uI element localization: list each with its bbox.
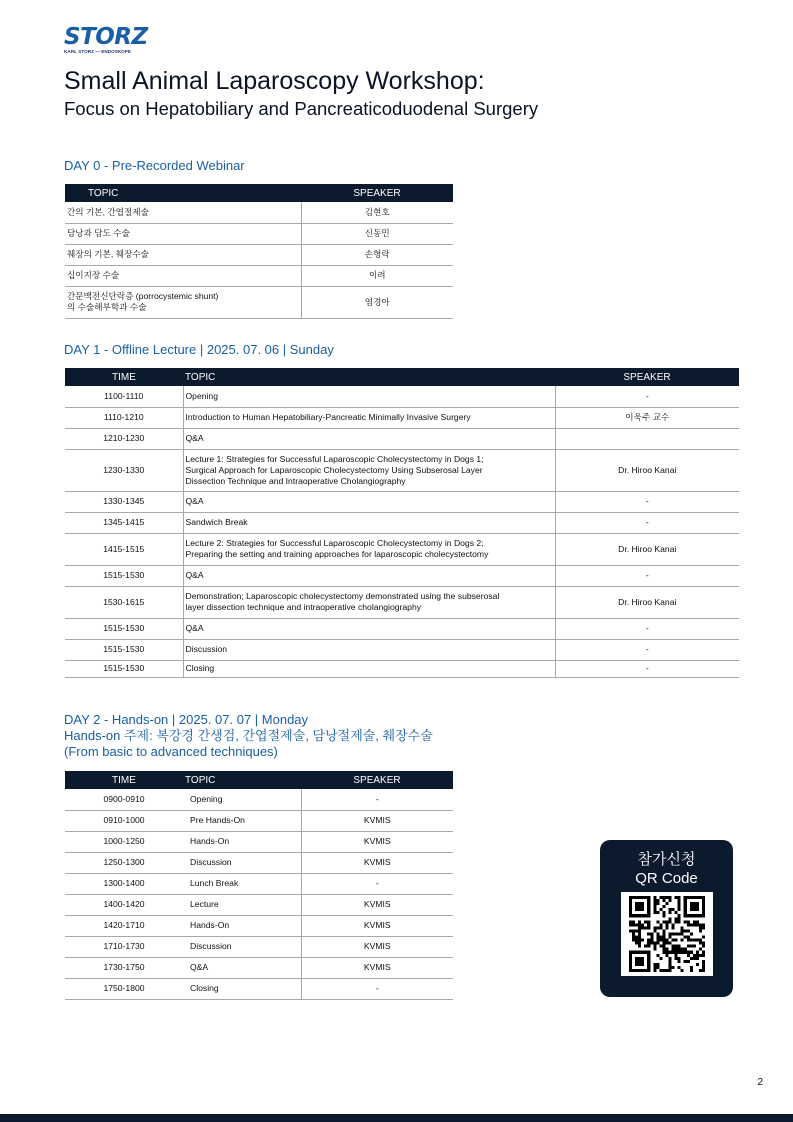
topic-cell <box>183 639 555 660</box>
speaker-cell: KVMIS <box>301 915 453 936</box>
speaker-cell: - <box>301 978 453 999</box>
col-header-topic: TOPIC <box>183 368 555 386</box>
qr-title: 참가신청 <box>637 851 696 868</box>
topic-cell <box>183 512 555 533</box>
speaker-cell: KVMIS <box>301 957 453 978</box>
topic-cell: Closing <box>183 978 301 999</box>
topic-line: Demonstration; Laparoscopic cholecystectomy demonstrated using the subserosal <box>185 591 500 601</box>
table-row <box>65 660 739 677</box>
topic-cell <box>183 386 555 407</box>
footer-bar <box>0 1114 793 1122</box>
topic-cell: Q&A <box>183 957 301 978</box>
table-row <box>65 512 739 533</box>
table-row <box>65 533 739 565</box>
day2-note: (From basic to advanced techniques) <box>64 744 278 759</box>
topic-cell: Opening <box>183 789 301 810</box>
table-row <box>65 407 739 428</box>
table-row <box>65 586 739 618</box>
topic-line: Preparing the setting and training approaches for laparoscopic cholecystectomy <box>185 549 489 559</box>
storz-logo <box>64 24 148 54</box>
time-cell: 1345-1415 <box>65 512 183 533</box>
col-header-speaker: SPEAKER <box>555 368 739 386</box>
time-cell: 1515-1530 <box>65 639 183 660</box>
day2-subheading: Hands-on 주제: 복강경 간생검, 간엽절제술, 담낭절제술, 췌장수술 <box>64 728 433 743</box>
topic-cell <box>183 449 555 491</box>
topic-line: Introduction to Human Hepatobiliary-Pancreatic Minimally Invasive Surgery <box>185 412 471 422</box>
time-cell: 1110-1210 <box>65 407 183 428</box>
topic-line: Surgical Approach for Laparoscopic Cholecystectomy Using Subserosal Layer <box>185 464 483 475</box>
speaker-cell: KVMIS <box>301 936 453 957</box>
speaker-cell: - <box>555 386 739 407</box>
speaker-cell <box>555 428 739 449</box>
page-number: 2 <box>757 1077 763 1088</box>
speaker-cell: - <box>301 789 453 810</box>
topic-cell <box>183 586 555 618</box>
table-row <box>65 223 453 244</box>
topic-line: Lecture 2: Strategies for Successful Laparoscopic Cholecystectomy in Dogs 2; <box>185 538 484 548</box>
table-row <box>65 852 453 873</box>
table-row <box>65 618 739 639</box>
speaker-cell: 이려 <box>301 265 453 286</box>
speaker-cell: - <box>555 565 739 586</box>
topic-cell: Discussion <box>183 936 301 957</box>
topic-line: Q&A <box>185 570 204 580</box>
topic-line: 의 수술해부학과 수술 <box>67 302 147 312</box>
page-subtitle: Focus on Hepatobiliary and Pancreaticoduodenal Surgery <box>64 98 539 119</box>
day1-heading: DAY 1 - Offline Lecture | 2025. 07. 06 | Sunday <box>64 342 334 357</box>
qr-code-icon[interactable] <box>621 892 713 976</box>
time-cell: 1210-1230 <box>65 428 183 449</box>
speaker-cell: 신동민 <box>301 223 453 244</box>
speaker-cell: - <box>555 491 739 512</box>
topic-cell <box>183 491 555 512</box>
time-cell: 1710-1730 <box>65 936 183 957</box>
time-cell: 1515-1530 <box>65 618 183 639</box>
page-title: Small Animal Laparoscopy Workshop: <box>64 67 485 95</box>
table-header-row <box>65 368 739 386</box>
time-cell: 0900-0910 <box>65 789 183 810</box>
speaker-cell: KVMIS <box>301 810 453 831</box>
topic-line: layer dissection technique and intraoperative cholangiography <box>185 602 422 612</box>
time-cell: 0910-1000 <box>65 810 183 831</box>
topic-cell <box>183 407 555 428</box>
col-header-speaker: SPEAKER <box>301 184 453 202</box>
table-row <box>65 386 739 407</box>
speaker-cell: 이욱주 교수 <box>555 407 739 428</box>
logo-wordmark: STORZ <box>64 24 148 50</box>
time-cell: 1420-1710 <box>65 915 183 936</box>
topic-cell <box>183 428 555 449</box>
time-cell: 1515-1530 <box>65 565 183 586</box>
col-header-speaker: SPEAKER <box>301 771 453 789</box>
topic-line: Q&A <box>185 623 204 633</box>
table-row <box>65 244 453 265</box>
topic-line: Lecture 1: Strategies for Successful Laparoscopic Cholecystectomy in Dogs 1; <box>185 453 484 464</box>
col-header-topic: TOPIC <box>183 771 301 789</box>
table-row <box>65 831 453 852</box>
speaker-cell: KVMIS <box>301 831 453 852</box>
speaker-cell: 염경아 <box>301 286 453 318</box>
qr-subtitle: QR Code <box>635 870 698 887</box>
time-cell: 1415-1515 <box>65 533 183 565</box>
topic-line: 간문맥전신단락증 (porrocystemic shunt) <box>67 291 219 301</box>
registration-qr-card[interactable] <box>600 840 733 997</box>
topic-cell: Pre Hands-On <box>183 810 301 831</box>
table-row <box>65 936 453 957</box>
logo-subline: KARL STORZ — ENDOSKOPE <box>64 49 132 54</box>
table-row <box>65 894 453 915</box>
time-cell: 1250-1300 <box>65 852 183 873</box>
topic-cell: 췌장의 기본, 췌장수술 <box>65 244 301 265</box>
topic-cell: 담낭과 담도 수술 <box>65 223 301 244</box>
topic-cell <box>65 286 301 318</box>
day0-heading: DAY 0 - Pre-Recorded Webinar <box>64 158 245 173</box>
topic-line: Discussion <box>185 644 228 654</box>
table-row <box>65 639 739 660</box>
table-row <box>65 978 453 999</box>
table-row <box>65 789 453 810</box>
topic-line: Q&A <box>185 496 204 506</box>
topic-cell: 십이지장 수술 <box>65 265 301 286</box>
topic-cell: 간의 기본, 간엽절제술 <box>65 202 301 223</box>
col-header-topic: TOPIC <box>65 184 301 202</box>
speaker-cell: KVMIS <box>301 894 453 915</box>
speaker-cell: - <box>301 873 453 894</box>
topic-cell <box>183 618 555 639</box>
topic-cell <box>183 533 555 565</box>
speaker-cell: - <box>555 639 739 660</box>
col-header-time: TIME <box>65 771 183 789</box>
time-cell: 1330-1345 <box>65 491 183 512</box>
time-cell: 1100-1110 <box>65 386 183 407</box>
speaker-cell: 김현호 <box>301 202 453 223</box>
col-header-time: TIME <box>65 368 183 386</box>
time-cell: 1530-1615 <box>65 586 183 618</box>
day2-table <box>65 771 453 1000</box>
day2-heading: DAY 2 - Hands-on | 2025. 07. 07 | Monday <box>64 712 309 727</box>
table-row <box>65 449 739 491</box>
table-row <box>65 810 453 831</box>
topic-line: Opening <box>185 390 218 401</box>
topic-line: Q&A <box>185 433 204 443</box>
speaker-cell: 손형락 <box>301 244 453 265</box>
day1-table <box>65 368 739 678</box>
time-cell: 1750-1800 <box>65 978 183 999</box>
table-header-row <box>65 771 453 789</box>
topic-line: Closing <box>185 663 215 673</box>
topic-cell: Lecture <box>183 894 301 915</box>
table-row <box>65 265 453 286</box>
speaker-cell: - <box>555 512 739 533</box>
time-cell: 1300-1400 <box>65 873 183 894</box>
topic-cell <box>183 565 555 586</box>
table-row <box>65 202 453 223</box>
topic-line: Dissection Technique and Intraoperative Cholangiography <box>185 475 406 486</box>
speaker-cell: Dr. Hiroo Kanai <box>555 586 739 618</box>
day0-table <box>65 184 453 319</box>
topic-cell <box>183 660 555 677</box>
speaker-cell: KVMIS <box>301 852 453 873</box>
topic-cell: Hands-On <box>183 831 301 852</box>
speaker-cell: Dr. Hiroo Kanai <box>555 533 739 565</box>
time-cell: 1000-1250 <box>65 831 183 852</box>
time-cell: 1400-1420 <box>65 894 183 915</box>
topic-cell: Discussion <box>183 852 301 873</box>
table-row <box>65 428 739 449</box>
table-row <box>65 286 453 318</box>
table-row <box>65 491 739 512</box>
table-row <box>65 873 453 894</box>
table-row <box>65 915 453 936</box>
table-row <box>65 957 453 978</box>
table-header-row <box>65 184 453 202</box>
time-cell: 1230-1330 <box>65 449 183 491</box>
speaker-cell: - <box>555 618 739 639</box>
topic-cell: Lunch Break <box>183 873 301 894</box>
speaker-cell: Dr. Hiroo Kanai <box>555 449 739 491</box>
time-cell: 1730-1750 <box>65 957 183 978</box>
speaker-cell: - <box>555 660 739 677</box>
table-row <box>65 565 739 586</box>
time-cell: 1515-1530 <box>65 660 183 677</box>
topic-cell: Hands-On <box>183 915 301 936</box>
topic-line: Sandwich Break <box>185 517 248 527</box>
